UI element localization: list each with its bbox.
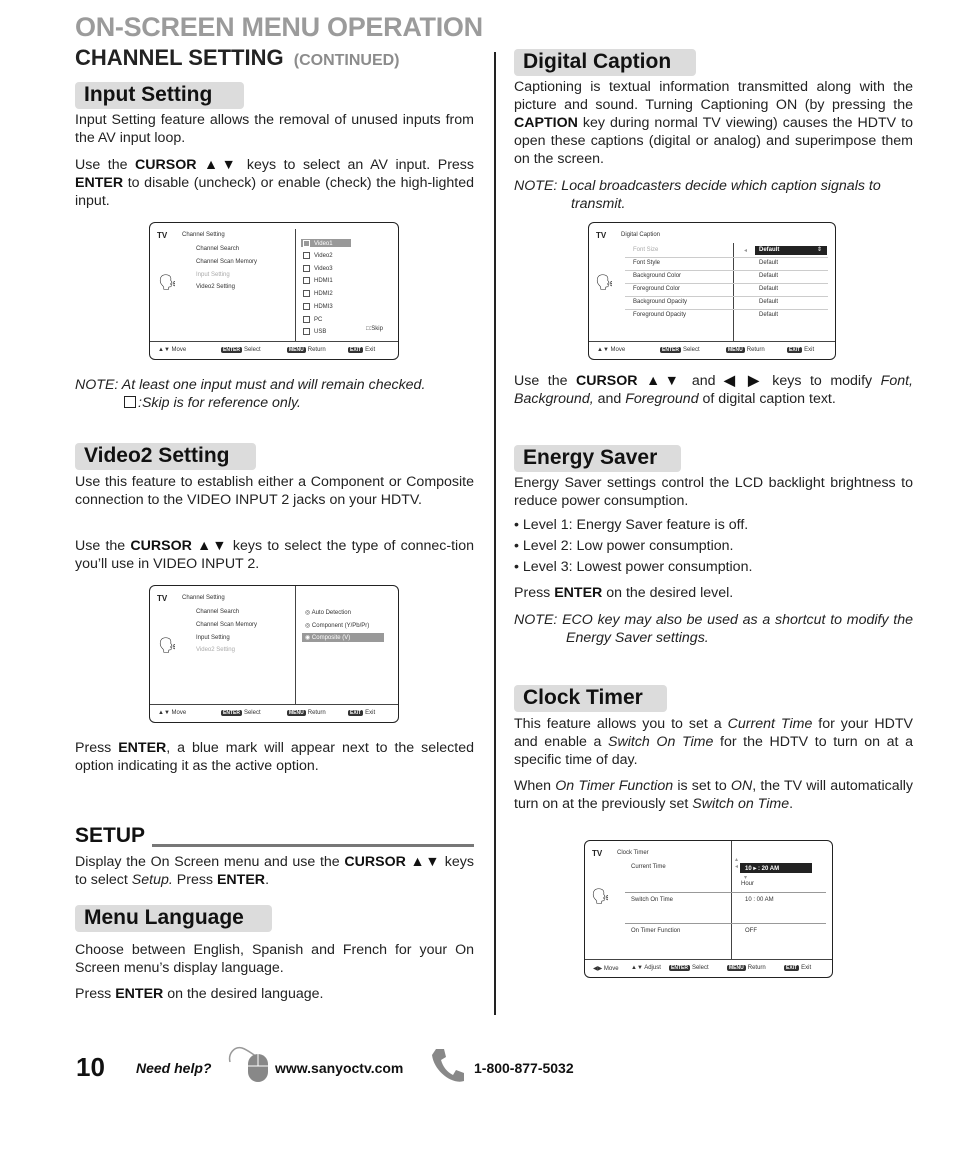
footer-return: MENU Return bbox=[289, 710, 326, 716]
switch-on-label: Switch On Time bbox=[631, 897, 674, 903]
input-setting-skip-note: :Skip is for reference only. bbox=[124, 394, 424, 412]
footer-return: MENU Return bbox=[728, 347, 765, 353]
down-arrow-icon: ▾ bbox=[744, 875, 748, 881]
input-item: HDMI3 bbox=[303, 303, 333, 310]
footer-divider bbox=[150, 341, 398, 342]
input-setting-instructions: Use the CURSOR ▲▼ keys to select an AV input. Press ENTER to disable (uncheck) or enable (check) the high-lighted input. bbox=[75, 157, 474, 209]
tv-label: TV bbox=[157, 594, 168, 603]
caption-row-value: Default bbox=[759, 247, 780, 253]
menu-title: Digital Caption bbox=[621, 232, 661, 238]
footer-exit: EXIT Exit bbox=[350, 710, 376, 716]
tv-label: TV bbox=[157, 231, 168, 240]
list-item: • Level 1: Energy Saver feature is off. bbox=[514, 517, 749, 533]
tv-label: TV bbox=[592, 849, 603, 858]
menu-title: Channel Setting bbox=[182, 232, 225, 238]
digital-caption-heading: Digital Caption bbox=[514, 49, 696, 76]
clock-timer-screen bbox=[584, 840, 833, 978]
digital-caption-instructions: Use the CURSOR ▲▼ and ◀ ▶ keys to modify Font, Background, and Foreground of digital caption text. bbox=[514, 373, 914, 407]
current-time-label: Current Time bbox=[631, 864, 666, 870]
footer-select: ENTER Select bbox=[671, 965, 709, 971]
input-item: Video3 bbox=[303, 265, 333, 272]
input-setting-heading: Input Setting bbox=[75, 82, 244, 109]
option-item: ◎ Auto Detection bbox=[305, 610, 351, 616]
menu-item: Channel Search bbox=[196, 609, 240, 615]
video2-intro: Use this feature to establish either a Component or Composite connection to the VIDEO INPUT 2 jacks on your HDTV. bbox=[75, 474, 474, 508]
left-arrow-icon: ◂ bbox=[735, 864, 739, 870]
checkbox-icon bbox=[124, 396, 136, 408]
menu-item: Video2 Setting bbox=[196, 284, 235, 290]
page-title: ON-SCREEN MENU OPERATION bbox=[75, 12, 483, 42]
hour-label: Hour bbox=[741, 881, 755, 887]
caption-row-label: Font Size bbox=[633, 247, 659, 253]
input-setting-intro: Input Setting feature allows the removal of unused inputs from the AV input loop. bbox=[75, 112, 474, 146]
footer-exit: EXIT Exit bbox=[786, 965, 812, 971]
footer-divider bbox=[585, 959, 832, 960]
footer-move: ◀▶ Move bbox=[593, 966, 619, 972]
up-arrow-icon: ▴ bbox=[735, 857, 739, 863]
menu-title: Channel Setting bbox=[182, 595, 225, 601]
menu-item: Input Setting bbox=[196, 635, 230, 641]
menu-item: Channel Search bbox=[196, 246, 240, 252]
input-setting-screen bbox=[149, 222, 399, 360]
digital-caption-intro: Captioning is textual information transmitted along with the picture and sound. Turning Captioning ON (by pressing the CAPTION key during normal TV viewing) causes the HDTV to open these captions (digital or analog) and superimpose them on the screen. bbox=[514, 79, 913, 167]
footer-move: ▲▼ Move bbox=[597, 347, 626, 353]
clock-timer-heading: Clock Timer bbox=[514, 685, 667, 712]
caption-row-label: Foreground Opacity bbox=[633, 312, 687, 318]
clock-timer-intro: This feature allows you to set a Current Time for your HDTV and enable a Switch On Time for the HDTV to turn on at a specific time of day. bbox=[514, 716, 914, 768]
caption-row-label: Background Color bbox=[633, 273, 682, 279]
phone-icon bbox=[428, 1045, 468, 1092]
menu-language-intro: Choose between English, Spanish and French for your On Screen menu’s display language. bbox=[75, 942, 474, 976]
menu-item: Input Setting bbox=[196, 272, 230, 278]
row-line bbox=[625, 892, 826, 893]
timer-fn-value: OFF bbox=[745, 928, 757, 934]
clock-timer-detail: When On Timer Function is set to ON, the TV will automatically turn on at the previously set Switch on Time. bbox=[514, 778, 913, 812]
mascot-icon: 🗣 bbox=[158, 274, 178, 291]
option-item: ◎ Component (Y/Pb/Pr) bbox=[305, 623, 370, 629]
caption-row-value: Default bbox=[759, 273, 779, 279]
input-item: PC bbox=[303, 316, 322, 323]
footer-return: MENU Return bbox=[289, 347, 326, 353]
input-item: Video1 bbox=[303, 240, 333, 247]
panel-divider bbox=[295, 586, 296, 704]
input-item: USB bbox=[303, 328, 326, 335]
energy-saver-press: Press ENTER on the desired level. bbox=[514, 585, 734, 601]
caption-row-label: Font Style bbox=[633, 260, 661, 266]
footer-move: ▲▼ Move bbox=[158, 710, 187, 716]
need-help-text: Need help? bbox=[136, 1060, 212, 1076]
video2-setting-heading: Video2 Setting bbox=[75, 443, 256, 470]
menu-title: Clock Timer bbox=[617, 850, 649, 856]
option-item: ◉ Composite (V) bbox=[305, 635, 351, 641]
column-divider bbox=[494, 52, 496, 1015]
caption-row-value: Default bbox=[759, 260, 779, 266]
footer-return: MENU Return bbox=[729, 965, 766, 971]
page-number: 10 bbox=[76, 1052, 105, 1082]
row-line bbox=[625, 257, 828, 258]
footer-select: ENTER Select bbox=[223, 710, 261, 716]
digital-caption-screen bbox=[588, 222, 836, 360]
footer-move: ▲▼ Move bbox=[158, 347, 187, 353]
footer-exit: EXIT Exit bbox=[350, 347, 376, 353]
panel-divider bbox=[731, 841, 732, 959]
setup-rule bbox=[152, 844, 474, 847]
mascot-icon: 🗣 bbox=[158, 637, 178, 654]
subtitle-suffix: (CONTINUED) bbox=[293, 52, 400, 69]
video2-press-enter: Press ENTER, a blue mark will appear next to the selected option indicating it as the active option. bbox=[75, 740, 474, 774]
mascot-icon: 🗣 bbox=[595, 274, 615, 291]
energy-saver-heading: Energy Saver bbox=[514, 445, 681, 472]
skip-legend: □:Skip bbox=[366, 326, 383, 332]
setup-instructions: Display the On Screen menu and use the CURSOR ▲▼ keys to select Setup. Press ENTER. bbox=[75, 854, 474, 888]
menu-language-heading: Menu Language bbox=[75, 905, 272, 932]
footer-exit: EXIT Exit bbox=[789, 347, 815, 353]
timer-fn-label: On Timer Function bbox=[631, 928, 681, 934]
energy-saver-intro: Energy Saver settings control the LCD backlight brightness to reduce power consumption. bbox=[514, 475, 913, 509]
energy-saver-note: NOTE: ECO key may also be used as a shortcut to modify the Energy Saver settings. bbox=[514, 612, 913, 646]
caption-row-label: Background Opacity bbox=[633, 299, 688, 305]
list-item: • Level 3: Lowest power consumption. bbox=[514, 559, 753, 575]
menu-item: Channel Scan Memory bbox=[196, 259, 258, 265]
row-line bbox=[625, 923, 826, 924]
row-line bbox=[625, 270, 828, 271]
subtitle-text: CHANNEL SETTING bbox=[75, 45, 284, 70]
caption-row-value: Default bbox=[759, 299, 779, 305]
input-item: HDMI2 bbox=[303, 290, 333, 297]
current-time-value: 10 ▸ : 20 AM bbox=[745, 866, 780, 872]
caption-row-value: Default bbox=[759, 312, 779, 318]
menu-item: Channel Scan Memory bbox=[196, 622, 258, 628]
tv-label: TV bbox=[596, 231, 607, 240]
digital-caption-note: NOTE: Local broadcasters decide which caption signals to transmit. bbox=[514, 178, 881, 212]
menu-item: Video2 Setting bbox=[196, 647, 235, 653]
row-line bbox=[625, 309, 828, 310]
energy-saver-levels bbox=[514, 516, 913, 579]
footer-select: ENTER Select bbox=[662, 347, 700, 353]
phone-number[interactable]: 1-800-877-5032 bbox=[474, 1060, 574, 1076]
input-item: Video2 bbox=[303, 252, 333, 259]
website-link[interactable]: www.sanyoctv.com bbox=[275, 1060, 404, 1076]
caption-row-value: Default bbox=[759, 286, 779, 292]
list-item: • Level 2: Low power consumption. bbox=[514, 538, 734, 554]
video2-setting-screen bbox=[149, 585, 399, 723]
input-setting-note: NOTE: At least one input must and will remain checked. bbox=[75, 377, 426, 393]
setup-heading: SETUP bbox=[75, 824, 146, 847]
spinner-icon: ⇕ bbox=[817, 247, 823, 253]
section-subtitle bbox=[75, 45, 400, 71]
caption-row-label: Foreground Color bbox=[633, 286, 681, 292]
switch-on-value: 10 : 00 AM bbox=[745, 897, 774, 903]
footer-adjust: ▲▼ Adjust bbox=[631, 965, 661, 971]
mouse-icon bbox=[226, 1040, 272, 1089]
input-item: HDMI1 bbox=[303, 277, 333, 284]
left-arrow-icon: ◂ bbox=[744, 248, 748, 254]
footer-divider bbox=[150, 704, 398, 705]
panel-divider bbox=[295, 229, 296, 341]
row-line bbox=[625, 283, 828, 284]
footer-divider bbox=[589, 341, 835, 342]
row-line bbox=[625, 296, 828, 297]
menu-language-press: Press ENTER on the desired language. bbox=[75, 986, 324, 1002]
video2-instructions: Use the CURSOR ▲▼ keys to select the type of connec-tion you’ll use in VIDEO INPUT 2. bbox=[75, 538, 474, 572]
footer-select: ENTER Select bbox=[223, 347, 261, 353]
mascot-icon: 🗣 bbox=[591, 888, 611, 905]
